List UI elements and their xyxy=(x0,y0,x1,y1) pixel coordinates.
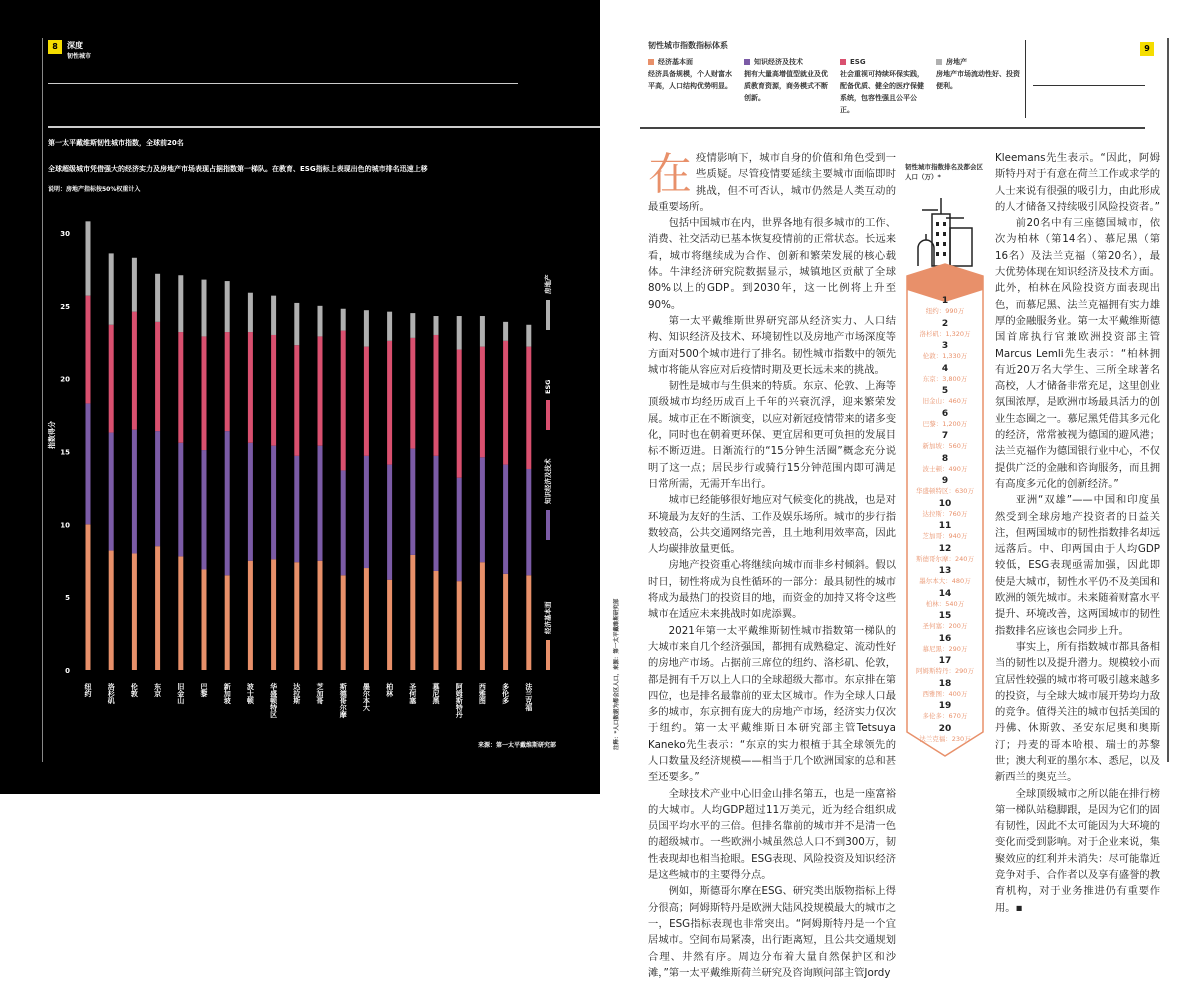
bar-segment-3 xyxy=(155,274,160,322)
bar-segment-0 xyxy=(387,580,392,670)
bar-segment-2 xyxy=(294,345,299,456)
bar-segment-1 xyxy=(341,470,346,575)
divider xyxy=(1033,85,1145,86)
city-population: 圣何塞：200万 xyxy=(922,622,968,630)
y-tick-label: 25 xyxy=(60,302,70,311)
section-label: 深度 xyxy=(67,41,83,50)
bar-segment-1 xyxy=(155,431,160,546)
bar-segment-3 xyxy=(86,221,91,295)
city-rank-item xyxy=(907,499,983,522)
city-population: 东京：3,800万 xyxy=(922,374,968,383)
city-population: 墨尔本大：480万 xyxy=(919,577,971,585)
bar-segment-2 xyxy=(132,312,137,430)
city-rank-item xyxy=(907,341,983,364)
bar-segment-0 xyxy=(202,569,207,670)
rank-number: 17 xyxy=(938,656,952,666)
bar-segment-2 xyxy=(503,341,508,465)
bar-segment-2 xyxy=(457,350,462,478)
bar-segment-2 xyxy=(364,347,369,456)
bar-segment-1 xyxy=(480,457,485,562)
bar-segment-1 xyxy=(526,469,531,575)
footnote: 注释：*人口数据为都会区人口，来源：第一太平戴维斯研究部 xyxy=(614,598,620,750)
city-population: 多伦多：670万 xyxy=(922,712,968,720)
page-number: 8 xyxy=(48,40,62,54)
y-axis-label: 指数得分 xyxy=(48,421,56,449)
bar-segment-3 xyxy=(341,309,346,331)
bar-segment-0 xyxy=(109,551,114,670)
stacked-bar-chart xyxy=(0,0,600,760)
legend-swatch xyxy=(744,59,750,65)
city-rank-item xyxy=(907,566,983,589)
bar-segment-0 xyxy=(294,562,299,670)
city-rank-item xyxy=(907,544,983,567)
legend-item xyxy=(648,56,736,92)
bar-segment-2 xyxy=(318,336,323,445)
legend-item xyxy=(744,56,832,104)
rank-number: 6 xyxy=(941,408,949,419)
city-population: 柏林：540万 xyxy=(925,599,965,608)
legend-label: 知识经济及技术 xyxy=(544,458,552,504)
paragraph: 全球技术产业中心旧金山排名第五，也是一座富裕的大城市。人均GDP超过11万美元，近为经合组织成员国平均水平的三倍。但排名靠前的城市并不是清一色的超级城市。一些欧洲小城虽然总人口不到300万，韧性表现却也相当抢眼。ESG表现、风险投资及知识经济是这些城市的主要得分点。 xyxy=(648,787,896,882)
bar-segment-2 xyxy=(387,341,392,465)
bar-segment-2 xyxy=(86,296,91,404)
city-population: 达拉斯：760万 xyxy=(922,509,968,518)
bar-segment-3 xyxy=(480,316,485,347)
legend-swatch xyxy=(546,400,550,430)
bar-segment-0 xyxy=(86,524,91,670)
legend-item xyxy=(840,56,928,116)
bar-segment-3 xyxy=(503,322,508,341)
bar-segment-0 xyxy=(271,559,276,670)
city-rank-item xyxy=(907,521,983,544)
bar-segment-2 xyxy=(410,338,415,449)
bar-segment-2 xyxy=(434,335,439,456)
article-column-3 xyxy=(995,150,1160,916)
city-population: 伦敦：1,330万 xyxy=(922,352,968,360)
bar-segment-2 xyxy=(526,347,531,469)
x-tick-label: 阿姆斯特丹 xyxy=(455,683,464,718)
legend-desc: 社会重视可持续环保实践，配备优质、健全的医疗保健系统，包容性强且公平公正。 xyxy=(840,70,924,114)
city-population: 波士顿：490万 xyxy=(922,464,968,473)
y-tick-label: 20 xyxy=(60,375,70,384)
x-tick-label: 巴黎 xyxy=(200,683,208,697)
city-rank-item xyxy=(907,611,983,634)
city-population: 西雅图：400万 xyxy=(922,689,968,698)
bar-segment-2 xyxy=(109,325,114,433)
city-rank-item xyxy=(907,409,983,432)
legend-label: 经济基本面 xyxy=(544,601,552,634)
bar-segment-3 xyxy=(271,296,276,335)
x-tick-label: 达拉斯 xyxy=(292,683,301,704)
legend-name: 房地产 xyxy=(946,58,967,66)
y-tick-label: 30 xyxy=(60,230,70,238)
legend-swatch xyxy=(840,59,846,65)
city-population: 法兰克福：230万 xyxy=(919,734,971,743)
rank-number: 2 xyxy=(941,318,949,329)
bar-segment-1 xyxy=(271,446,276,560)
bar-segment-0 xyxy=(503,574,508,670)
bar-segment-1 xyxy=(503,465,508,574)
bar-segment-3 xyxy=(109,253,114,324)
x-tick-label: 多伦多 xyxy=(501,683,510,704)
chart-subtitle: 全球超级城市凭借强大的经济实力及房地产市场表现占据指数第一梯队。在教育、ESG指标上表现出色的城市排名迅速上移 xyxy=(48,165,428,173)
paragraph: 亚洲“双雄”——中国和印度虽然受到全球房地产投资者的日益关注，但两国城市的韧性指数排名却远远落后。中、印两国由于人均GDP较低，ESG表现亟需加强，因此即使是大城市，韧性水平仍不及美国和欧洲的领先城市。未来随着财富水平提升、环境改善，这两国城市的韧性指数排名应该也会同步上升。 xyxy=(995,494,1160,637)
bar-segment-2 xyxy=(225,332,230,431)
bar-segment-0 xyxy=(526,575,531,670)
x-tick-label: 伦敦 xyxy=(130,683,139,697)
x-tick-label: 法兰克福 xyxy=(524,683,533,711)
bar-segment-1 xyxy=(178,443,183,557)
y-tick-label: 0 xyxy=(65,667,70,675)
x-tick-label: 斯德哥尔摩 xyxy=(339,683,348,718)
rank-number: 18 xyxy=(938,678,952,689)
city-population: 洛杉矶：1,320万 xyxy=(919,329,971,338)
rank-number: 11 xyxy=(938,521,952,531)
rank-number: 10 xyxy=(938,498,952,509)
bar-segment-3 xyxy=(318,306,323,337)
city-rank-item xyxy=(907,364,983,387)
legend-name: 知识经济及技术 xyxy=(754,58,803,66)
city-population: 华盛顿特区：630万 xyxy=(916,487,974,495)
city-population: 慕尼黑：290万 xyxy=(922,644,968,653)
bar-segment-2 xyxy=(341,331,346,471)
city-population: 斯德哥尔摩：240万 xyxy=(916,554,974,563)
rank-number: 5 xyxy=(941,386,949,396)
x-tick-label: 西雅图 xyxy=(478,683,487,704)
paragraph: 包括中国城市在内，世界各地有很多城市的工作、消费、社交活动已基本恢复疫情前的正常状态。长远来看，城市将继续成为合作、创新和繁荣发展的核心载体。牛津经济研究院数据显示，城镇地区贡献了全球80%以上的GDP。到2030年，这一比例将上升至90%。 xyxy=(648,217,896,311)
rank-number: 19 xyxy=(938,701,952,711)
bar-segment-3 xyxy=(526,325,531,347)
paragraph: 房地产投资重心将继续向城市而非乡村倾斜。假以时日，韧性将成为良性循环的一部分：最具韧性的城市将成为最热门的投资目的地，而资金的加持又将令这些城市在适应未来挑战时如虎添翼。 xyxy=(648,559,896,621)
x-tick-label: 芝加哥 xyxy=(316,683,324,704)
bar-segment-3 xyxy=(202,280,207,337)
x-tick-label: 波士顿 xyxy=(246,683,255,704)
subsection-label: 韧性城市 xyxy=(67,53,92,60)
x-tick-label: 圣何塞 xyxy=(408,683,417,704)
city-population: 芝加哥：940万 xyxy=(922,532,968,540)
left-page xyxy=(0,0,600,794)
bar-segment-2 xyxy=(271,335,276,446)
city-rank-item xyxy=(907,724,983,747)
legend-swatch xyxy=(648,59,654,65)
rank-number: 4 xyxy=(941,363,949,374)
x-tick-label: 慕尼黑 xyxy=(432,683,440,704)
paragraph: 例如，斯德哥尔摩在ESG、研究类出版物指标上得分很高；阿姆斯特丹是欧洲大陆风投规模最大的城市之一，ESG指标表现也非常突出。“阿姆斯特丹是一个宜居城市。空间布局紧凑，出行距离短，且公共交通规划合理、井然有序。周边分布着大量自然保护区和沙滩，”第一太平戴维斯荷兰研究及咨询顾问部主管Jordy xyxy=(648,885,896,979)
x-tick-label: 旧金山 xyxy=(176,683,185,704)
bar-segment-3 xyxy=(434,316,439,335)
bar-segment-1 xyxy=(248,443,253,561)
paragraph: 疫情影响下，城市自身的价值和角色受到一些质疑。尽管疫情要延续主要城市面临即时挑战，但不可否认，城市仍然是人类互动的最重要场所。 xyxy=(648,152,896,213)
divider xyxy=(640,127,1145,129)
bar-segment-1 xyxy=(364,456,369,568)
legend-label: ESG xyxy=(544,379,552,394)
bar-segment-3 xyxy=(178,275,183,332)
paragraph: 前20名中有三座德国城市，依次为柏林（第14名）、慕尼黑（第16名）及法兰克福（第20名），最大优势体现在知识经济及技术方面。此外，柏林在风险投资方面表现出色，而慕尼黑、法兰克福拥有实力雄厚的金融服务业。第一太平戴维斯德国首席执行官兼欧洲投资部主管Marcus Lemli先生表示：“柏林拥有近20万名大学生、三所全球著名高校，人才储备非常充足，这里创业氛围浓厚，是欧洲市场最具活力的创业生态圈之一。慕尼黑凭借其多元化的经济，常常被视为德国的避风港；法兰克福作为德国银行业中心，不仅提供广泛的金融和咨询服务，而且拥有高度多元化的创新经济。” xyxy=(995,217,1160,490)
bar-segment-3 xyxy=(457,316,462,350)
chart-title: 第一太平戴维斯韧性城市指数，全球前20名 xyxy=(48,139,184,147)
bar-segment-1 xyxy=(410,449,415,555)
x-tick-label: 东京 xyxy=(153,683,162,697)
legend-name: 经济基本面 xyxy=(658,58,693,66)
bar-segment-0 xyxy=(178,556,183,670)
x-tick-label: 洛杉矶 xyxy=(107,683,116,704)
city-rank-item xyxy=(907,679,983,702)
bar-segment-0 xyxy=(410,555,415,670)
bar-segment-3 xyxy=(132,258,137,312)
city-rank-item xyxy=(907,296,983,319)
bar-segment-0 xyxy=(457,581,462,670)
paragraph: 2021年第一太平戴维斯韧性城市指数第一梯队的大城市来自几个经济强国，都拥有成熟稳定、流动性好的房地产市场。占据前三席位的纽约、洛杉矶、伦敦，都是拥有千万以上人口的全球超级大都市。东京排在第四位，也是排名最靠前的亚太区城市。作为全球人口最多的城市，东京拥有庞大的房地产市场，经济实力仅次于纽约。第一太平戴维斯日本研究部主管Tetsuya Kaneko先生表示：“东京的实力根植于其全球领先的人口数量及经济规模——相当于几个欧洲国家的总和甚至还要多。” xyxy=(648,624,896,784)
legend-swatch xyxy=(546,300,550,330)
bar-segment-2 xyxy=(155,322,160,431)
bar-segment-1 xyxy=(318,446,323,561)
bar-segment-0 xyxy=(248,561,253,670)
city-rank-item xyxy=(907,701,983,724)
city-population: 阿姆斯特丹：290万 xyxy=(916,667,974,675)
legend-name: ESG xyxy=(850,58,866,66)
legend-desc: 经济具备规模，个人财富水平高，人口结构优势明显。 xyxy=(648,70,732,90)
x-tick-label: 新加坡 xyxy=(223,683,232,704)
city-rank-item xyxy=(907,476,983,499)
legend-desc: 拥有大量高增值型就业及优质教育资源，商务模式不断创新。 xyxy=(744,70,828,102)
city-rank-item xyxy=(907,589,983,612)
city-box-title: 韧性城市指数排名及都会区人口（万）* xyxy=(905,163,983,181)
city-population: 旧金山：460万 xyxy=(922,397,968,405)
rank-number: 8 xyxy=(941,453,949,464)
bar-segment-0 xyxy=(434,571,439,670)
bar-segment-0 xyxy=(341,575,346,670)
bar-segment-1 xyxy=(294,456,299,562)
rank-number: 1 xyxy=(941,296,949,306)
page-border xyxy=(1167,38,1169,762)
rank-number: 20 xyxy=(938,723,952,734)
right-page xyxy=(600,0,1200,979)
bar-segment-2 xyxy=(480,347,485,458)
x-tick-label: 墨尔本大 xyxy=(362,683,371,711)
chart-note: 说明：房地产指标按50%权重计入 xyxy=(48,186,141,193)
city-rank-item xyxy=(907,454,983,477)
bar-segment-0 xyxy=(318,561,323,670)
bar-segment-0 xyxy=(132,553,137,670)
city-population: 新加坡：560万 xyxy=(922,442,968,450)
bar-segment-1 xyxy=(434,456,439,571)
bar-segment-1 xyxy=(202,450,207,569)
city-population: 巴黎：1,200万 xyxy=(922,419,968,428)
y-tick-label: 5 xyxy=(65,594,70,603)
rank-number: 7 xyxy=(941,431,949,441)
bar-segment-3 xyxy=(410,313,415,338)
bar-segment-1 xyxy=(86,403,91,524)
legend-swatch xyxy=(546,510,550,540)
city-rank-item xyxy=(907,431,983,454)
article-column-1 xyxy=(648,150,896,981)
paragraph: 第一太平戴维斯世界研究部从经济实力、人口结构、知识经济及技术、环境韧性以及房地产市场深度等方面对500个城市进行了排名。韧性城市指数中的领先城市将能从容应对后疫情时期及更长远未来的挑战。 xyxy=(648,314,896,376)
bar-segment-3 xyxy=(294,303,299,345)
bar-segment-0 xyxy=(155,546,160,670)
city-population: 纽约：990万 xyxy=(925,307,965,315)
city-rank-item xyxy=(907,656,983,679)
page-number: 9 xyxy=(1140,42,1154,56)
legend-label: 房地产 xyxy=(544,274,552,294)
divider xyxy=(1025,40,1026,118)
bar-segment-3 xyxy=(364,310,369,346)
legend-swatch xyxy=(936,59,942,65)
bar-segment-3 xyxy=(248,293,253,332)
city-ranking-list xyxy=(907,296,983,746)
bar-segment-1 xyxy=(225,431,230,575)
legend-desc: 房地产市场流动性好、投资便利。 xyxy=(936,70,1020,90)
drop-cap: 在 xyxy=(648,149,692,200)
bar-segment-0 xyxy=(480,562,485,670)
legend-item xyxy=(936,56,1024,92)
bar-segment-0 xyxy=(225,575,230,670)
bar-segment-1 xyxy=(387,465,392,580)
rank-number: 14 xyxy=(938,588,952,599)
rank-number: 13 xyxy=(938,566,952,576)
city-rank-item xyxy=(907,319,983,342)
bar-segment-0 xyxy=(364,568,369,670)
paragraph: 韧性是城市与生俱来的特质。东京、伦敦、上海等顶级城市均经历成百上千年的兴衰沉浮，迎来繁荣发展。城市正在不断演变，以应对新冠疫情带来的诸多变化，同时也在朝着更环保、更宜居和更可负担的发展目标不断迈进。日渐流行的“15分钟生活圈”概念充分说明了这一点；居民步行或骑行15分钟范围内即可满足日常所需，无需开车出行。 xyxy=(648,380,896,490)
rank-number: 3 xyxy=(941,341,949,351)
index-title: 韧性城市指数指标体系 xyxy=(648,41,728,50)
bar-segment-1 xyxy=(457,478,462,581)
bar-segment-1 xyxy=(109,433,114,551)
x-tick-label: 柏林 xyxy=(385,683,394,697)
rank-number: 15 xyxy=(938,611,952,621)
y-tick-label: 10 xyxy=(60,521,70,530)
city-rank-item xyxy=(907,634,983,657)
city-rank-item xyxy=(907,386,983,409)
bar-segment-3 xyxy=(225,281,230,332)
paragraph: 全球顶级城市之所以能在排行榜第一梯队站稳脚跟，是因为它们的固有韧性，因此不太可能因为大环境的变化而受到影响。对于企业来说，集聚效应的红利并未消失：尽可能靠近竞争对手、合作者以及享有盛誉的教育机构，对于业务推进仍有重要作用。▪ xyxy=(995,787,1160,914)
x-tick-label: 华盛顿特区 xyxy=(269,683,278,718)
rank-number: 12 xyxy=(938,543,952,554)
y-tick-label: 15 xyxy=(60,448,70,457)
city-skyline-icon xyxy=(912,192,978,272)
rank-number: 16 xyxy=(938,633,952,644)
chart-source: 来源：第一太平戴维斯研究部 xyxy=(478,742,557,749)
paragraph: Kleemans先生表示。“因此，阿姆斯特丹对于有意在荷兰工作或求学的人士来说有很强的吸引力，由此形成的人才储备又持续吸引风险投资者。” xyxy=(995,152,1160,213)
bar-segment-3 xyxy=(387,312,392,341)
rank-number: 9 xyxy=(941,476,949,486)
legend-swatch xyxy=(546,640,550,670)
paragraph: 事实上，所有指数城市都具备相当的韧性以及提升潜力。规模较小而宜居性较强的城市将可吸引越来越多的投资，与全球大城市展开势均力敌的竞争。值得关注的城市包括美国的丹佛、休斯敦、圣安东尼奥和奥斯汀；丹麦的哥本哈根、瑞士的苏黎世；澳大利亚的墨尔本、悉尼，以及新西兰的奥克兰。 xyxy=(995,640,1160,784)
bar-segment-2 xyxy=(248,332,253,443)
bar-segment-2 xyxy=(202,336,207,450)
paragraph: 城市已经能够很好地应对气候变化的挑战，也是对环境最为友好的生活、工作及娱乐场所。城市的步行指数较高，公共交通网络完善，且土地利用效率高，因此人均碳排放量更低。 xyxy=(648,494,896,556)
bar-segment-2 xyxy=(178,332,183,443)
x-tick-label: 纽约 xyxy=(84,683,92,697)
bar-segment-1 xyxy=(132,430,137,554)
